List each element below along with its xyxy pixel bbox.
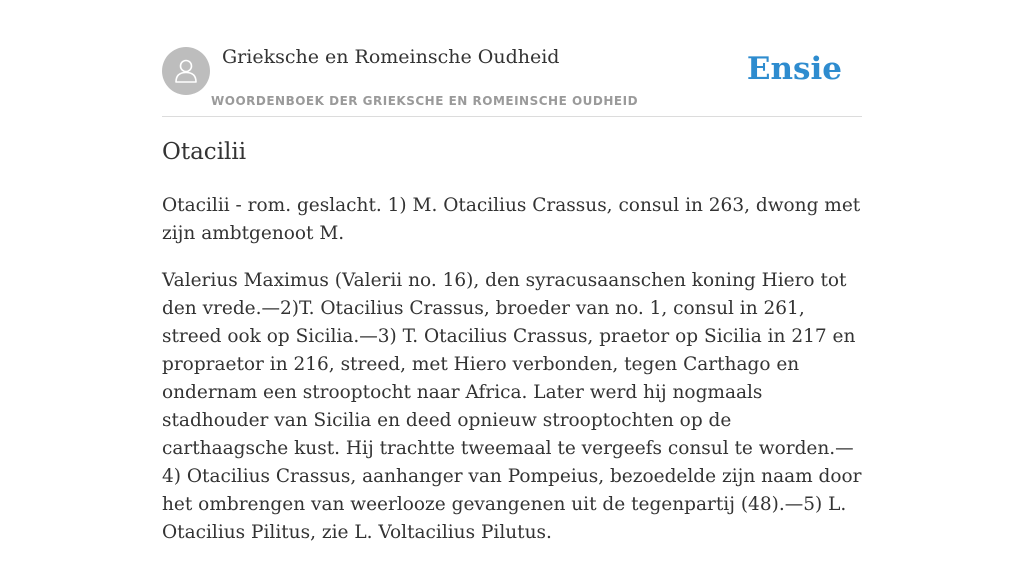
- site-subtitle: WOORDENBOEK DER GRIEKSCHE EN ROMEINSCHE OUDHEID: [211, 94, 639, 108]
- page-title: Otacilii: [162, 139, 247, 165]
- article-body: [162, 192, 862, 566]
- header: [162, 44, 862, 117]
- avatar[interactable]: [162, 47, 210, 95]
- brand-logo[interactable]: Ensie: [746, 51, 842, 87]
- article-paragraph: Otacilii - rom. geslacht. 1) M. Otacilius Crassus, consul in 263, dwong met zijn ambtgenoot M.: [162, 195, 861, 244]
- user-icon: [171, 56, 201, 86]
- site-title[interactable]: Grieksche en Romeinsche Oudheid: [222, 46, 560, 68]
- article-paragraph: Valerius Maximus (Valerii no. 16), den syracusaanschen koning Hiero tot den vrede.—2)T. Otacilius Crassus, broeder van no. 1, consul in 261, streed ook op Sicilia.—3) T. Otacilius Crassus, praetor op Sicilia in 217 en propraetor in 216, streed, met Hiero verbonden, tegen Carthago en ondernam een strooptocht naar Africa. Later werd hij nogmaals stadhouder van Sicilia en deed opnieuw strooptochten op de carthaagsche kust. Hij trachtte tweemaal te vergeefs consul te worden.—4) Otacilius Crassus, aanhanger van Pompeius, bezoedelde zijn naam door het ombrengen van weerlooze gevangenen uit de tegenpartij (48).—5) L. Otacilius Pilitus, zie L. Voltacilius Pilutus.: [162, 270, 862, 543]
